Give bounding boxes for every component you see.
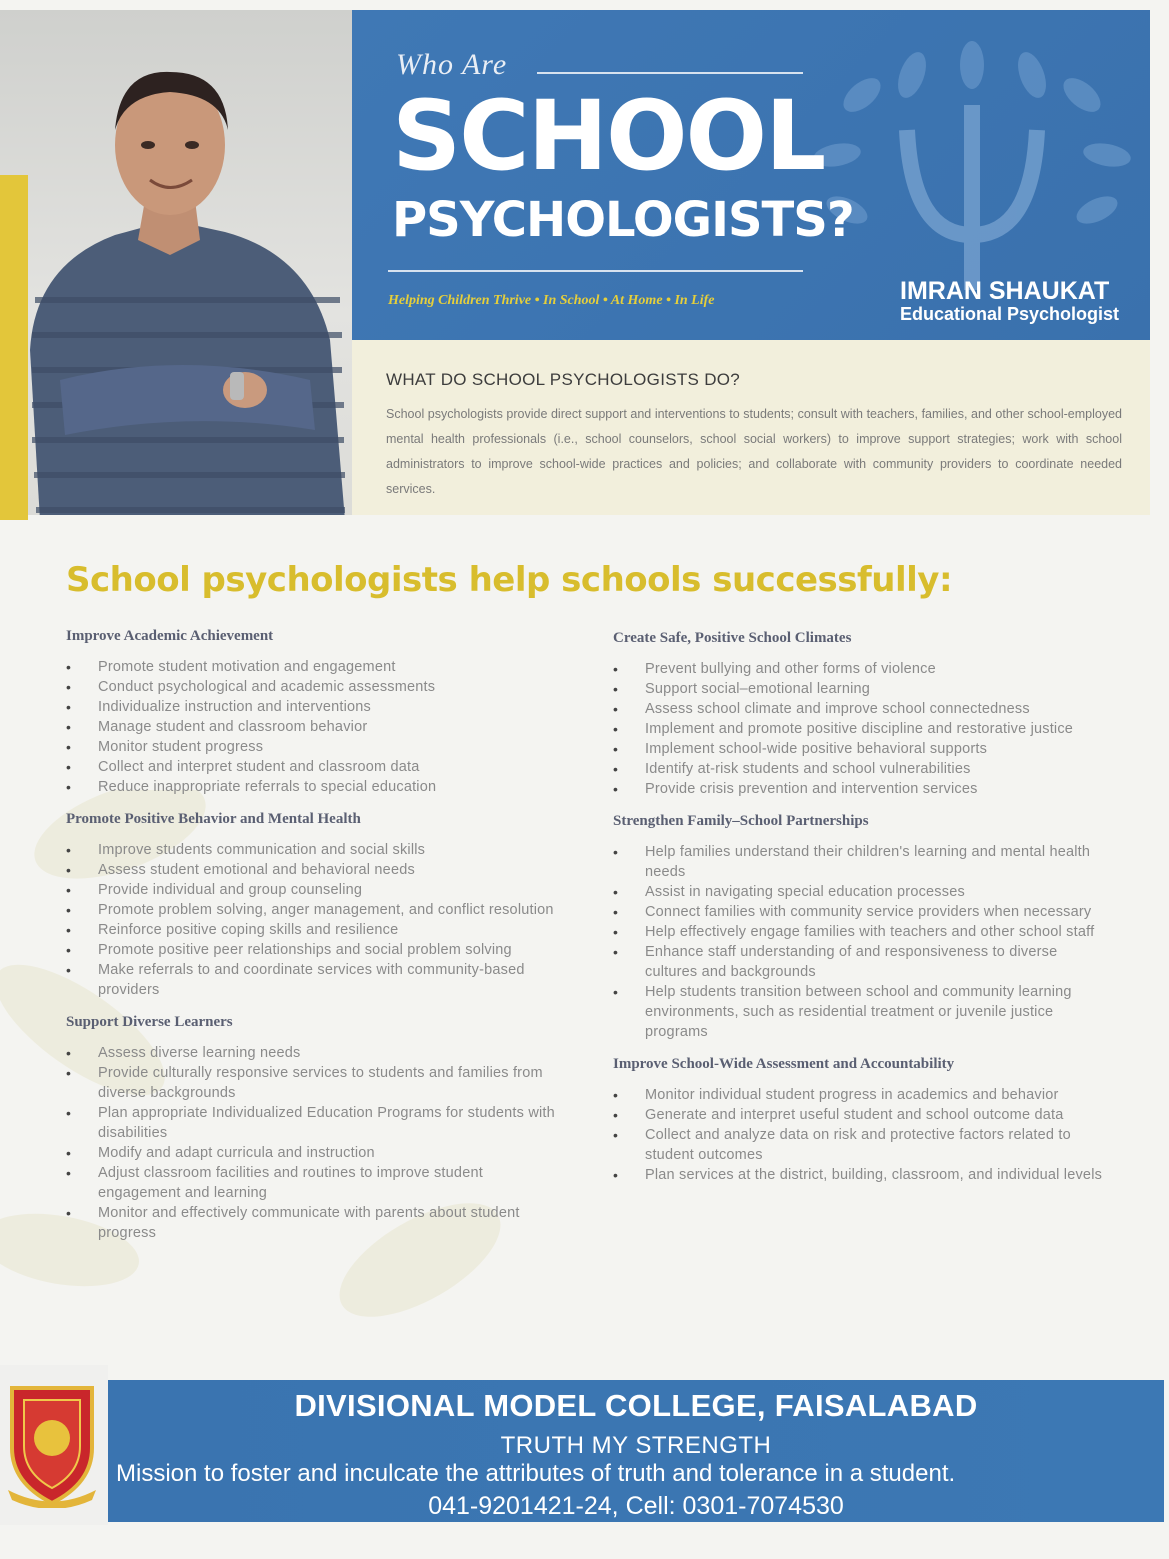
list-item: • Manage student and classroom behavior xyxy=(60,717,560,737)
list-item: • Collect and interpret student and classroom data xyxy=(60,757,560,777)
list-item: • Enhance staff understanding of and responsiveness to diverse cultures and backgrounds xyxy=(607,942,1107,982)
section-climate xyxy=(607,630,1107,799)
person-portrait xyxy=(20,50,350,515)
list-item: • Conduct psychological and academic assessments xyxy=(60,677,560,697)
list-item: • Plan services at the district, building, classroom, and individual levels xyxy=(607,1165,1107,1185)
college-contact: 041-9201421-24, Cell: 0301-7074530 xyxy=(428,1492,844,1520)
list-item: • Provide crisis prevention and intervention services xyxy=(607,779,1107,799)
bullet-list xyxy=(607,842,1107,1042)
list-item: • Adjust classroom facilities and routines to improve student engagement and learning xyxy=(60,1163,560,1203)
bullet-list xyxy=(607,1085,1107,1185)
yellow-accent-strip xyxy=(0,175,28,520)
list-item: • Provide culturally responsive services to students and families from diverse backgrounds xyxy=(60,1063,560,1103)
list-item: • Improve students communication and social skills xyxy=(60,840,560,860)
section-title: Create Safe, Positive School Climates xyxy=(613,630,852,646)
what-do-panel xyxy=(352,340,1150,515)
list-item: • Assess student emotional and behavioral needs xyxy=(60,860,560,880)
list-item: • Assist in navigating special education processes xyxy=(607,882,1107,902)
list-item: • Reinforce positive coping skills and resilience xyxy=(60,920,560,940)
divider-line xyxy=(537,72,803,74)
main-heading: School psychologists help schools successfully: xyxy=(66,560,953,600)
what-do-title: WHAT DO SCHOOL PSYCHOLOGISTS DO? xyxy=(386,370,741,389)
section-behavior xyxy=(60,811,560,1000)
bullet-list xyxy=(607,659,1107,799)
section-academic xyxy=(60,628,560,797)
section-family xyxy=(607,813,1107,1042)
list-item: • Connect families with community service providers when necessary xyxy=(607,902,1107,922)
list-item: • Help families understand their children's learning and mental health needs xyxy=(607,842,1107,882)
list-item: • Help effectively engage families with teachers and other school staff xyxy=(607,922,1107,942)
right-column xyxy=(607,630,1107,1199)
section-title: Improve School-Wide Assessment and Accountability xyxy=(613,1056,955,1072)
author-name: IMRAN SHAUKAT xyxy=(900,277,1110,305)
list-item: • Prevent bullying and other forms of violence xyxy=(607,659,1107,679)
list-item: • Monitor individual student progress in academics and behavior xyxy=(607,1085,1107,1105)
section-title: Promote Positive Behavior and Mental Health xyxy=(66,811,361,827)
list-item: • Provide individual and group counseling xyxy=(60,880,560,900)
footer-banner xyxy=(108,1380,1164,1522)
section-title: Strengthen Family–School Partnerships xyxy=(613,813,869,829)
divider-line xyxy=(388,270,803,272)
list-item: • Individualize instruction and interventions xyxy=(60,697,560,717)
list-item: • Identify at-risk students and school vulnerabilities xyxy=(607,759,1107,779)
portrait-panel xyxy=(0,10,352,515)
list-item: • Make referrals to and coordinate services with community-based providers xyxy=(60,960,560,1000)
list-item: • Help students transition between school and community learning environments, such as residential treatment or juvenile justice programs xyxy=(607,982,1107,1042)
list-item: • Assess school climate and improve school connectedness xyxy=(607,699,1107,719)
list-item: • Reduce inappropriate referrals to special education xyxy=(60,777,560,797)
list-item: • Assess diverse learning needs xyxy=(60,1043,560,1063)
list-item: • Plan appropriate Individualized Education Programs for students with disabilities xyxy=(60,1103,560,1143)
section-diverse xyxy=(60,1014,560,1243)
section-title: Support Diverse Learners xyxy=(66,1014,233,1030)
psi-leaves-icon xyxy=(802,35,1142,295)
author-role: Educational Psychologist xyxy=(900,304,1120,325)
list-item: • Promote positive peer relationships and social problem solving xyxy=(60,940,560,960)
author-block xyxy=(900,278,1119,325)
list-item: • Implement and promote positive discipline and restorative justice xyxy=(607,719,1107,739)
list-item: • Generate and interpret useful student and school outcome data xyxy=(607,1105,1107,1125)
college-motto: TRUTH MY STRENGTH xyxy=(500,1432,772,1459)
college-crest-icon xyxy=(2,1378,102,1508)
who-are-text: Who Are xyxy=(396,48,508,81)
college-mission: Mission to foster and inculcate the attributes of truth and tolerance in a student. xyxy=(116,1460,956,1487)
tagline: Helping Children Thrive • In School • At Home • In Life xyxy=(388,293,715,308)
section-assessment xyxy=(607,1056,1107,1185)
college-name: DIVISIONAL MODEL COLLEGE, FAISALABAD xyxy=(294,1388,978,1423)
bullet-list xyxy=(60,840,560,1000)
list-item: • Modify and adapt curricula and instruction xyxy=(60,1143,560,1163)
list-item: • Support social–emotional learning xyxy=(607,679,1107,699)
hero-banner xyxy=(352,10,1150,340)
list-item: • Monitor and effectively communicate with parents about student progress xyxy=(60,1203,560,1243)
title-psychologists: PSYCHOLOGISTS? xyxy=(392,192,854,248)
bullet-list xyxy=(60,1043,560,1243)
list-item: • Collect and analyze data on risk and protective factors related to student outcomes xyxy=(607,1125,1107,1165)
list-item: • Promote problem solving, anger management, and conflict resolution xyxy=(60,900,560,920)
list-item: • Monitor student progress xyxy=(60,737,560,757)
list-item: • Implement school-wide positive behavioral supports xyxy=(607,739,1107,759)
bullet-list xyxy=(60,657,560,797)
title-school: SCHOOL xyxy=(392,80,825,192)
list-item: • Promote student motivation and engagement xyxy=(60,657,560,677)
left-column xyxy=(60,628,560,1257)
what-do-text: School psychologists provide direct support and interventions to students; consult with teachers, families, and other school-employed mental health professionals (i.e., school counselors, school social workers) to improve support strategies; work with school administrators to improve school-wide practices and policies; and collaborate with community providers to coordinate needed services. xyxy=(386,407,1122,496)
section-title: Improve Academic Achievement xyxy=(66,628,274,644)
